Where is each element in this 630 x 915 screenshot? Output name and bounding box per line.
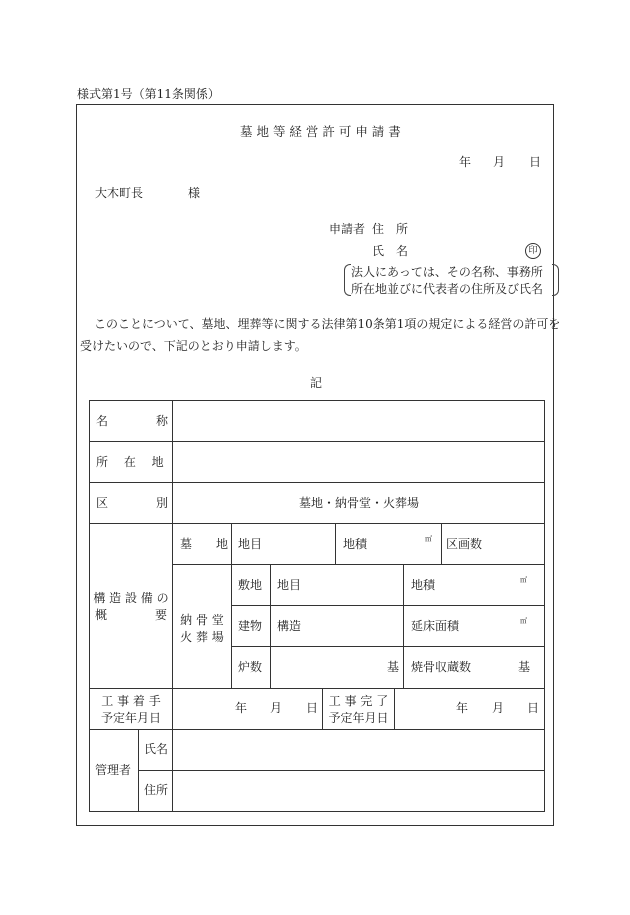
site-land-area-label: 地積 — [411, 578, 436, 592]
date-month: 月 — [493, 155, 506, 169]
ki-heading: 記 — [310, 376, 323, 390]
form-title: 墓 地 等 経 営 許 可 申 請 書 — [240, 124, 401, 139]
floor-sqm-unit: ㎡ — [520, 617, 527, 625]
applicant-address-label: 住 所 — [372, 222, 409, 236]
start-month: 月 — [270, 701, 283, 715]
end-label-line2: 予定年月日 — [328, 711, 389, 726]
date-day: 日 — [529, 155, 542, 169]
category-options[interactable]: 墓地・納骨堂・火葬場 — [299, 496, 420, 510]
cemetery-sqm-unit: ㎡ — [425, 535, 432, 543]
body-text-line1: このことについて、墓地、埋葬等に関する法律第10条第1項の規定による経営の許可を — [94, 317, 561, 331]
structure-label-line2: 概 要 — [94, 608, 167, 623]
start-label-line2: 予定年月日 — [100, 711, 161, 726]
cemetery-land-area-label: 地積 — [343, 537, 368, 551]
name-label: 名 称 — [96, 414, 169, 428]
cemetery-label: 墓 地 — [180, 537, 229, 551]
construction-start-label — [90, 693, 172, 728]
location-label: 所 在 地 — [96, 455, 164, 469]
start-label-line1: 工 事 着 手 — [101, 694, 161, 708]
start-day: 日 — [306, 701, 319, 715]
applicant-label: 申請者 — [329, 222, 366, 236]
crematorium-label: 火 葬 場 — [180, 630, 224, 645]
date-year: 年 — [459, 155, 472, 169]
seal-mark: 印 — [525, 243, 541, 259]
end-month: 月 — [492, 701, 505, 715]
manager-address-field[interactable] — [174, 772, 543, 810]
structure-label-line1: 構 造 設 備 の — [93, 591, 169, 605]
cemetery-land-type-label: 地目 — [238, 537, 263, 551]
manager-address-label: 住所 — [144, 783, 169, 797]
ossuary-crematorium-label — [173, 612, 231, 647]
ossuary-label: 納 骨 堂 — [180, 613, 224, 627]
manager-name-field[interactable] — [174, 731, 543, 769]
corporate-note-line2: 所在地並びに代表者の住所及び氏名 — [351, 282, 544, 296]
addressee-honorific: 様 — [188, 186, 201, 200]
body-text-line2: 受けたいので、下記のとおり申請します。 — [80, 339, 307, 353]
addressee-name: 大木町長 — [95, 186, 144, 200]
end-label-line1: 工 事 完 了 — [328, 694, 389, 708]
form-number-label: 様式第1号（第11条関係） — [77, 87, 220, 101]
capacity-unit: 基 — [518, 660, 531, 674]
manager-label: 管理者 — [95, 763, 132, 777]
capacity-label: 焼骨収蔵数 — [411, 660, 472, 674]
manager-name-label: 氏名 — [144, 742, 169, 756]
structure-summary-label — [90, 590, 172, 625]
furnace-count-label: 炉数 — [238, 660, 263, 674]
site-label: 敷地 — [238, 578, 263, 592]
building-structure-label: 構造 — [277, 619, 302, 633]
furnace-unit: 基 — [387, 660, 400, 674]
start-year: 年 — [235, 701, 248, 715]
end-day: 日 — [527, 701, 540, 715]
location-field[interactable] — [174, 443, 543, 481]
end-year: 年 — [456, 701, 469, 715]
section-count-label: 区画数 — [446, 537, 483, 551]
site-sqm-unit: ㎡ — [520, 576, 527, 584]
applicant-name-label: 氏 名 — [372, 244, 409, 258]
construction-end-label — [323, 693, 394, 728]
site-land-type-label: 地目 — [277, 578, 302, 592]
corporate-note-line1: 法人にあっては、その名称、事務所 — [351, 265, 543, 279]
category-label: 区 別 — [96, 496, 169, 510]
building-label: 建物 — [238, 619, 263, 633]
floor-area-label: 延床面積 — [411, 619, 460, 633]
name-field[interactable] — [174, 402, 543, 440]
